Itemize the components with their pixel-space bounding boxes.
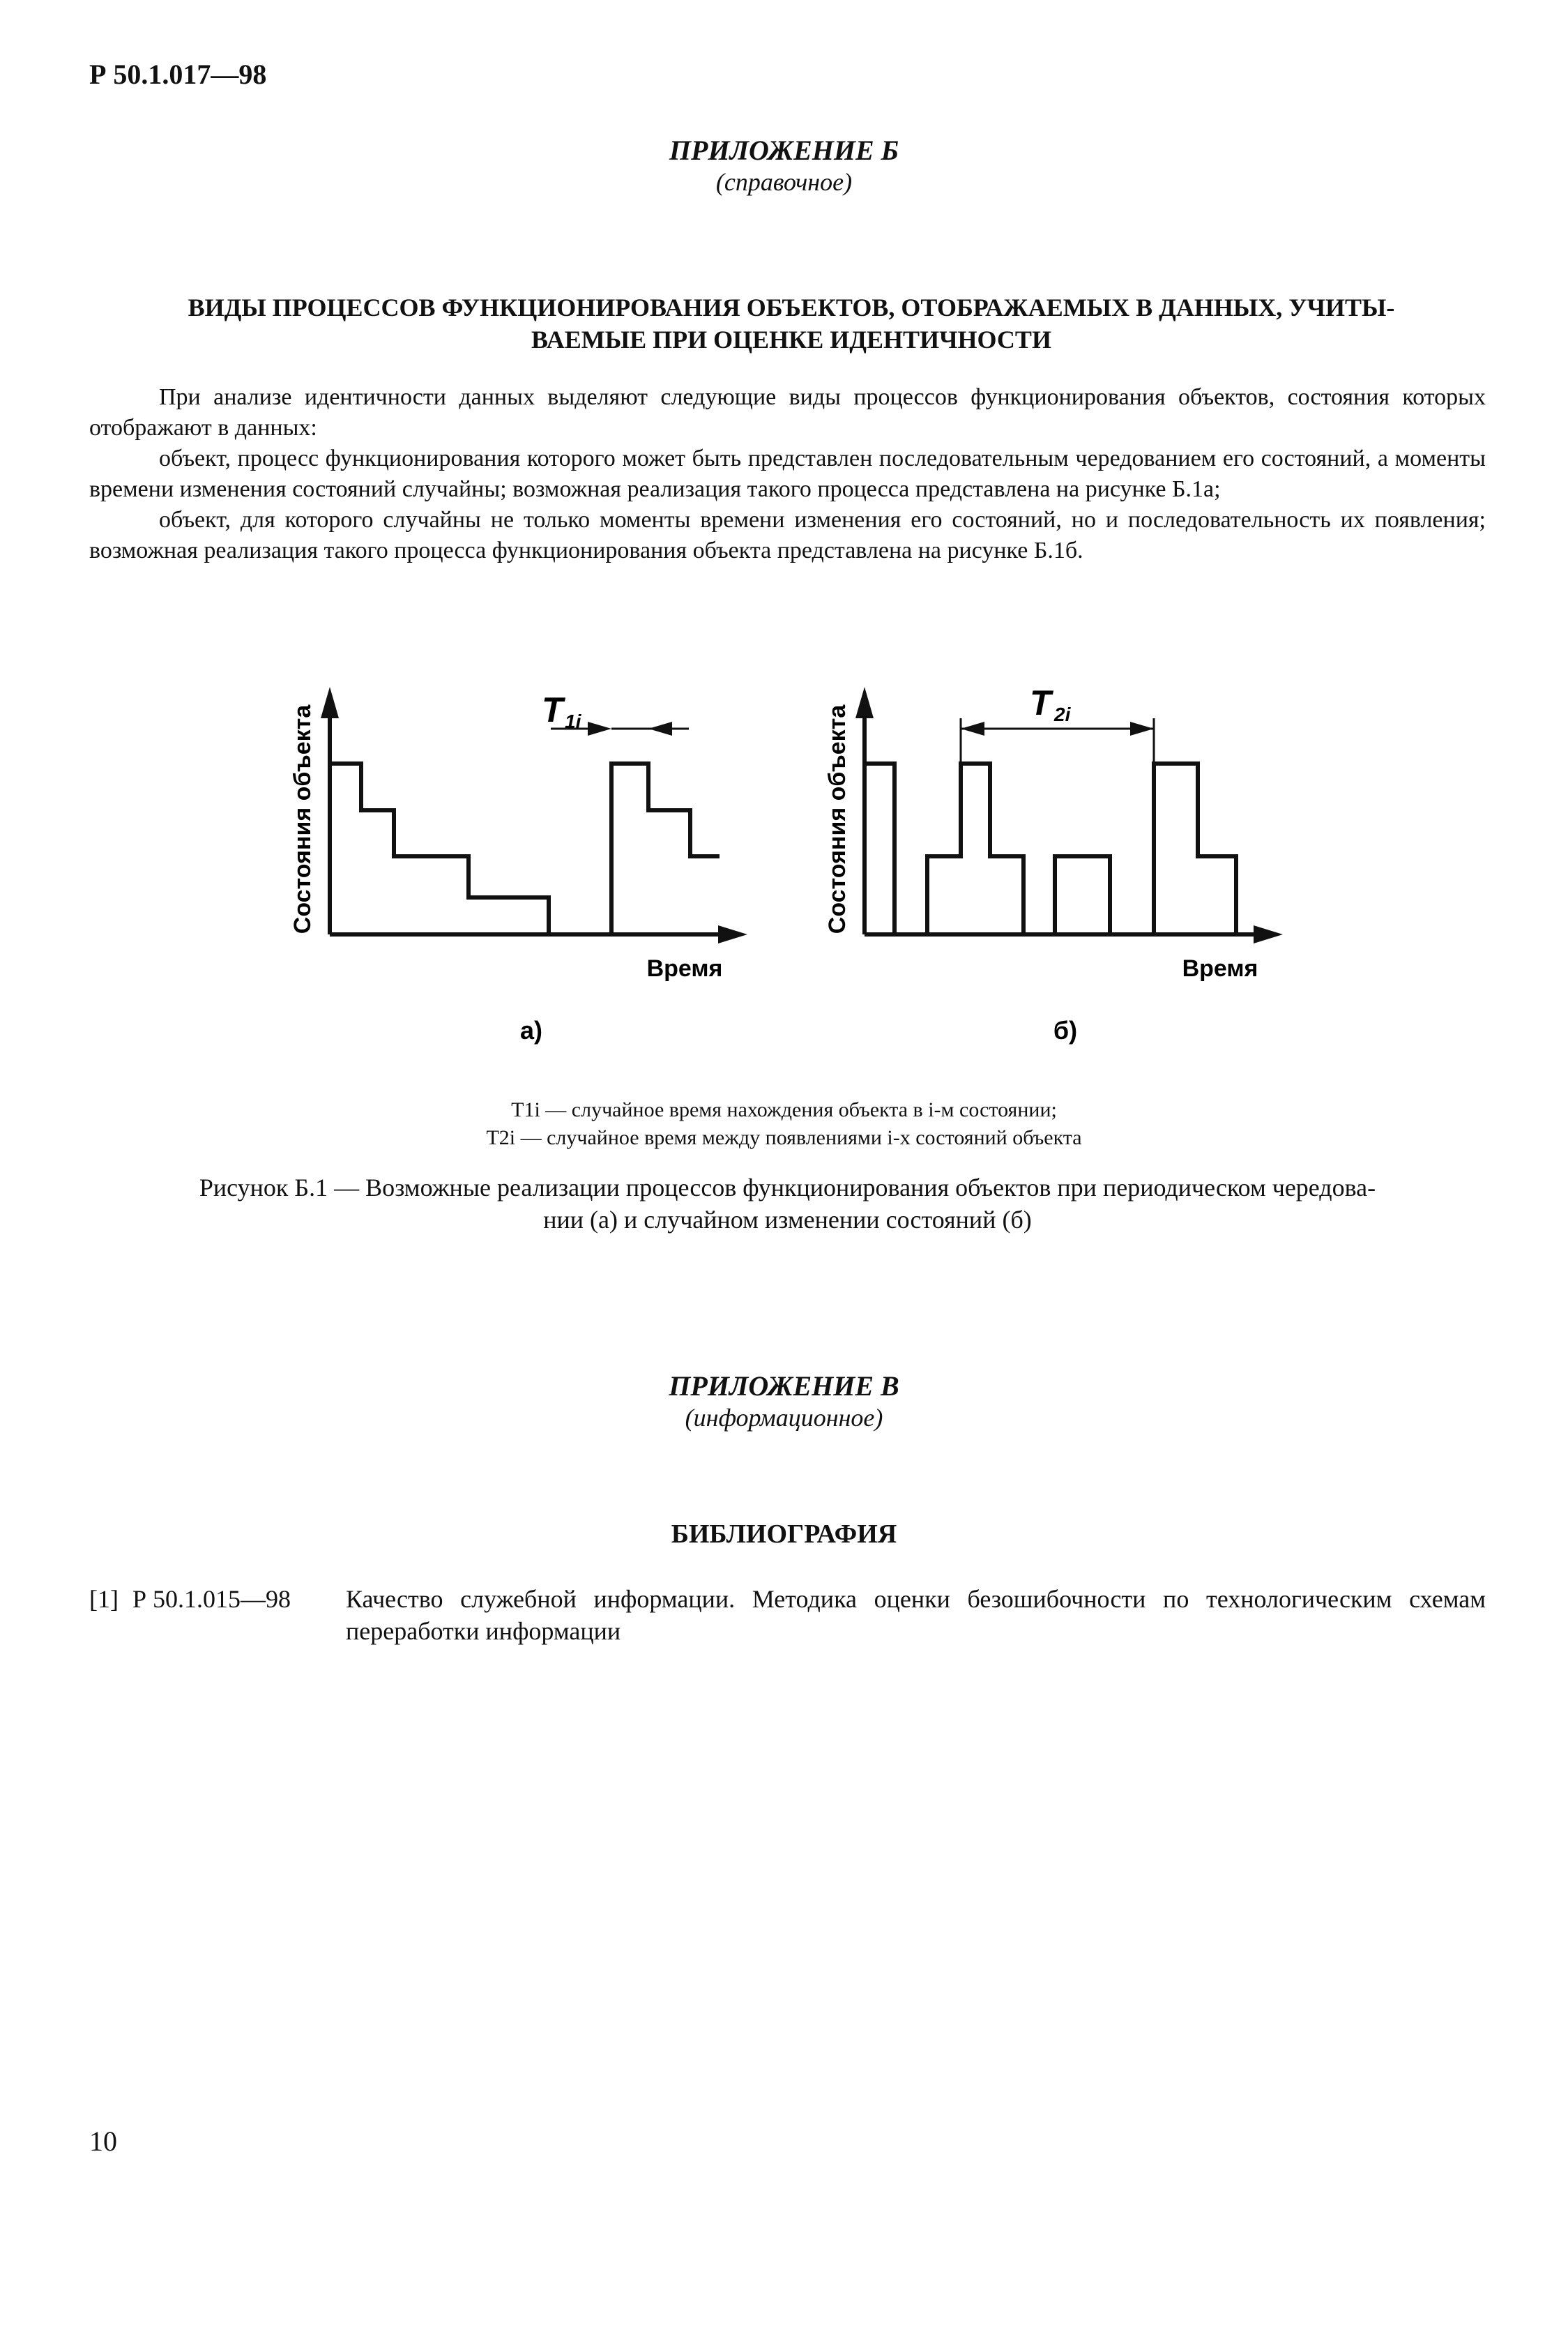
chart-a-interval-subscript: 1i: [565, 711, 581, 732]
chart-b-interval-arrow-left: [961, 722, 984, 736]
paragraph-item-b: объект, для которого случайны не только моменты времени изменения его состояний, но и последовательность их появления; возможная реализация такого процесса функционирования объекта представлена на рисунке Б.1б.: [89, 507, 1486, 563]
chart-a-interval-arrow-right: [648, 722, 672, 736]
chart-a-step-series: [330, 764, 720, 934]
chart-a-y-label: Состояния объекта: [289, 704, 316, 934]
chart-a-x-label: Время: [646, 955, 723, 982]
caption-line-2: нии (а) и случайном изменении состояний (б): [543, 1206, 1032, 1234]
appendix-b-header: [0, 135, 1568, 197]
chart-a-x-arrow: [718, 925, 747, 943]
heading-line-2: ВАЕМЫЕ ПРИ ОЦЕНКЕ ИДЕНТИЧНОСТИ: [531, 326, 1051, 354]
appendix-b-title: ПРИЛОЖЕНИЕ Б: [669, 135, 899, 166]
heading-line-1: ВИДЫ ПРОЦЕССОВ ФУНКЦИОНИРОВАНИЯ ОБЪЕКТОВ, ОТОБРАЖАЕМЫХ В ДАННЫХ, УЧИТЫ-: [188, 294, 1395, 321]
appendix-v-title: ПРИЛОЖЕНИЕ В: [669, 1370, 899, 1402]
appendix-b-subtitle: (справочное): [715, 168, 853, 196]
appendix-v-header: [0, 1370, 1568, 1433]
page-number: 10: [89, 2125, 117, 2157]
chart-a-interval-arrow-left: [588, 722, 611, 736]
chart-a-y-arrow: [321, 687, 339, 718]
appendix-b-body: [89, 382, 1486, 566]
paragraph-intro: При анализе идентичности данных выделяют следующие виды процессов функционирования объектов, состояния которых отображают в данных:: [89, 384, 1486, 441]
chart-b-x-arrow: [1254, 925, 1283, 943]
chart-b-step-series: [865, 764, 1236, 934]
chart-b-x-label: Время: [1182, 955, 1258, 982]
figure-b1: [0, 662, 1568, 1060]
chart-a-interval-symbol: T: [542, 690, 563, 729]
chart-b: [855, 687, 1283, 943]
chart-b-sub-label: б): [1053, 1016, 1078, 1045]
chart-b-interval-subscript: 2i: [1054, 704, 1071, 725]
appendix-v-subtitle: (информационное): [685, 1404, 883, 1432]
chart-b-y-arrow: [855, 687, 874, 718]
bibliography-title: БИБЛИОГРАФИЯ: [671, 1519, 897, 1549]
document-code: Р 50.1.017—98: [89, 59, 267, 90]
bibliography-entry-number: [1]: [89, 1585, 119, 1613]
chart-a-sub-label: а): [519, 1016, 543, 1045]
chart-b-y-label: Состояния объекта: [824, 704, 851, 934]
caption-line-1: Рисунок Б.1 — Возможные реализации процессов функционирования объектов при периодическом чередова-: [199, 1174, 1376, 1202]
legend-line-2: T2i — случайное время между появлениями i-х состояний объекта: [486, 1126, 1082, 1149]
figure-legend: [0, 1096, 1568, 1152]
chart-b-interval-symbol: T: [1030, 683, 1051, 722]
legend-line-1: T1i — случайное время нахождения объекта в i-м состоянии;: [511, 1098, 1057, 1121]
chart-b-interval-arrow-right: [1130, 722, 1154, 736]
paragraph-item-a: объект, процесс функционирования которого может быть представлен последовательным чередованием его состояний, а моменты времени изменения состояний случайны; возможная реализация такого процесса представлена на рисунке Б.1а;: [89, 446, 1486, 502]
bibliography-entry: [89, 1583, 1486, 1653]
bibliography-entry-code: Р 50.1.015—98: [132, 1585, 291, 1613]
bibliography-entry-text: Качество служебной информации. Методика оценки безошибочности по технологическим схемам переработки информации: [346, 1585, 1486, 1645]
figure-caption: [89, 1172, 1486, 1236]
appendix-b-heading: [98, 291, 1485, 356]
chart-a: [321, 687, 747, 943]
